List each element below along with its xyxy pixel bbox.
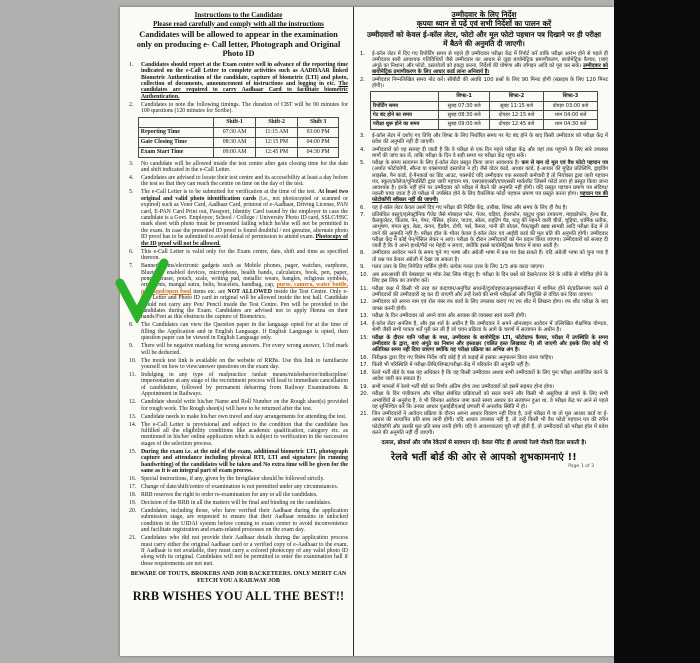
item-text-plain: Candidates to note the following timings. The duration of CBT will be 90 minutes for 100 questions (120 minutes for Scribe). xyxy=(141,101,348,115)
item-text-bold: Candidates should report at the Exam centre well in advance of the reporting time indicated on the e-Call Letter to complete activities such as AADHAAR linked Biometric Authentication of the candidate, capture of biometric (LTI) and photo, collection of documents, announcement of instructions and logging in etc. xyxy=(141,61,348,87)
item-text xyxy=(372,362,608,368)
item-text xyxy=(372,355,608,361)
item-number: 4. xyxy=(129,175,134,182)
instruction-item xyxy=(129,476,348,482)
item-text-plain: ई-कॉल लेटर में दर्शाए गए तिथि और शिफ्ट के लिए निर्धारित समय पर गेट बंद होने के बाद किसी उम्मीदवार को परीक्षा केंद्र में प्रवेश की अनुमति नहीं दी जाएगी। xyxy=(372,132,608,145)
item-text-plain: प्रतिबंधित वस्तुएं/इलेक्ट्रॉनिक गैजेट जैसे मोबाइल फोन, पेजर, घड़ियां, ईयरफोन, ब्लूटूथ युक्त उपकरण, माइक्रोफोन, हेल्थ बैंड, कैलकुलेटर, किताब, पेन, पेपर, पेंसिल, इरेजर, पाउच, स्केल, राइटिंग पैड, धातु की पहनने वाली चीजें, चूड़ियां, धार्मिक प्रतीक, आभूषण, मंगल सूत्र, बेल्ट, कंगन, हैंडबैग, टोपी, पर्स, कैमरा, पानी की बोतल, पैक/खुली खाद्य सामग्री आदि परीक्षा केंद्र में ले जाने की अनुमति नहीं है। परीक्षा हॉल के भीतर केवल ई-कॉल लेटर एवं आईडी कार्ड की मूल प्रति की अनुमति होगी। उम्मीदवार परीक्षा केंद्र में कोई पेन/पेंसिल लेकर न आएं। परीक्षा के दौरान उम्मीदवारों को पेन प्रदान किया जाएगा। उम्मीदवारों को सलाह दी जाती है कि वे अपने हाथों/पैरों पर मेहंदी न लगाएं, क्योंकि इससे बायोमेट्रिक्स कैप्चर में बाधा आती है। xyxy=(372,212,608,249)
item-number: 20. xyxy=(360,391,369,398)
english-column xyxy=(120,7,353,656)
en-footer-wish: RRB WISHES YOU ALL THE BEST!! xyxy=(132,589,345,604)
item-number: 8. xyxy=(129,322,134,329)
item-text xyxy=(141,343,348,356)
item-text-emphasis: उम्मीदवार को बायोमेट्रिक प्रमाणीकरण के लिए आधार कार्ड लाना अनिवार्य है। xyxy=(372,63,609,76)
item-text-plain: गलत उत्तर के लिए निगेटिव मार्किंग होगी। प्रत्येक गलत उत्तर के लिए 1/3 अंक काटा जाएगा। xyxy=(372,264,545,271)
table-cell: दोपहर 12:45 बजे xyxy=(489,120,543,129)
item-text xyxy=(141,189,348,247)
shift-timings-table-hi xyxy=(370,91,598,130)
item-number: 1. xyxy=(360,51,365,57)
table-header-cell: Shift-2 xyxy=(256,117,298,127)
green-checkmark-icon xyxy=(113,257,169,323)
item-text-plain: RRB reserves the right to order re-examination for any or all the candidates. xyxy=(141,492,318,499)
item-number: 19. xyxy=(360,383,369,390)
item-text-plain: यह ई-कॉल लेटर केवल उसमें दिए गए परीक्षा की निर्दिष्ट केंद्र, तारीख, शिफ्ट और समय के लिए ही वैध है। xyxy=(372,204,568,211)
item-number: 12. xyxy=(129,399,137,406)
table-row-label: परीक्षा शुरू होने का समय xyxy=(370,120,438,129)
item-text-plain3: items etc. are xyxy=(191,288,228,295)
instruction-item xyxy=(360,335,608,353)
item-text-plain: Indulging in any type of malpractice /unfair means/misbehavior/indiscipline/ impersonation at any stage of the recruitment process will lead to immediate cancellation of candidature, followed by permanent debarring from Railway Examinations & Appointment in Railways. xyxy=(141,371,348,398)
item-number: 15. xyxy=(360,334,369,341)
instruction-item xyxy=(360,391,608,409)
item-number: 20. xyxy=(129,508,137,515)
item-text xyxy=(141,414,348,420)
item-number: 21. xyxy=(129,535,137,542)
item-text xyxy=(372,391,608,409)
table-row xyxy=(138,137,338,147)
item-text-plain: परीक्षा कक्ष में किसी भी तरह का कदाचार/अनुचित साधनों/दुर्व्यवहार/अनुशासनहीनता में शामिल होने से/प्रतिरूपण करने से उम्मीदवारों की उम्मीदवारी रद्द कर दी जाएगी और उन्हें रेलवे की सभी परीक्षाओं और नियुक्ति से वंचित कर दिया जाएगा। xyxy=(372,285,608,298)
item-text-bold: At least two original and valid photo identification cards xyxy=(141,189,348,202)
item-number: 3. xyxy=(360,132,365,139)
instruction-item xyxy=(360,321,608,333)
page-number-label: Page 1 of 3 xyxy=(568,463,594,469)
table-cell: शाम 04:00 बजे xyxy=(544,110,598,119)
item-text xyxy=(372,147,608,159)
table-header-cell xyxy=(370,92,438,101)
instruction-item xyxy=(129,343,348,356)
item-text-plain: The Candidates can view the Question paper in the language opted for at the time of filling the Application and in English Language. If English Language is opted, then question paper can be viewed in English Language only. xyxy=(141,322,348,342)
instruction-item xyxy=(360,384,608,390)
table-row xyxy=(370,101,597,110)
item-text xyxy=(372,133,608,145)
instruction-item xyxy=(360,250,608,262)
table-header-cell: शिफ्ट-3 xyxy=(544,92,598,101)
instruction-item xyxy=(129,322,348,341)
item-text-bold2: परीक्षा के दौरान यानि परीक्षा के मध्य, उम्मीदवार के बायोमेट्रिक LTI, फोटोग्राफ कैप्चर, परीक्षा में उपस्थिति के समय उम्मीदवार के द्वारा, बाएं अंगूठे का निशान और हस्ताक्षर (चलित हस्त लिखावट में) ली जाएगी और इसके लिए कोई भी अतिरिक्त समय नहीं दिया जाएगा क्योंकि यह परीक्षा प्रक्रिया का अभिन्न अंग है। xyxy=(372,334,608,353)
item-text-plain: परीक्षा के दिन उम्मीदवार को अपने यात्रा और आवास की व्यवस्था स्वयं करनी होगी। xyxy=(372,313,527,320)
item-number: 2. xyxy=(360,76,365,83)
item-text-plain: There will be negative marking for wrong answers. For every wrong answer, 1/3rd mark will be deducted. xyxy=(141,343,348,356)
item-text xyxy=(141,102,348,115)
item-text xyxy=(372,321,608,333)
item-text-plain: किसी भी परिस्थिति में परीक्षा-तिथि/शिफ्ट/परीक्षा-केंद्र में परिवर्तन की अनुमति नहीं है। xyxy=(372,362,530,369)
item-text-plain: Change of date/shift/centre of examination is not permitted under any circumstances. xyxy=(141,484,339,491)
item-text-bold: कम से कम दो मूल एवं वैध फोटो पहचान पत्र xyxy=(521,160,608,167)
table-row xyxy=(370,120,597,129)
item-number: 17. xyxy=(360,362,369,369)
en-footer-warning: BEWARE OF TOUTS, BROKERS AND JOB RACKETEERS. ONLY MERIT CAN FETCH YOU A RAILWAY JOB xyxy=(130,571,347,585)
instruction-item xyxy=(360,77,608,89)
instruction-item xyxy=(360,362,608,368)
item-text xyxy=(141,322,348,341)
item-number: 6. xyxy=(129,248,134,255)
instruction-item xyxy=(129,358,348,371)
item-number: 10. xyxy=(360,271,369,278)
item-text-plain: उम्मीदवार आवेदन भरने के समय चुने गए भाषा और अंग्रेजी भाषा में प्रश्न पत्र देख सकते हैं। यदि अंग्रेजी भाषा को चुना गया है तो प्रश्न पत्र केवल अंग्रेजी में देखा जा सकता है। xyxy=(372,250,608,263)
item-text xyxy=(141,508,348,534)
item-text-emphasis: Photocopy of the ID proof will not be allowed. xyxy=(141,234,348,247)
item-text-plain2: (अर्थात फोटोकॉपी, स्कैन्ड या एक्सपायर्ड दस्तावेज न हों) जैसे वोटर कार्ड, आधार कार्ड, ई-आधार की मुद्रित प्रतिलिपि, ड्राइविंग लाइसेंस, पैन कार्ड, ई-पैनकार्ड का प्रिंट आउट, पासपोर्ट यदि उम्मीदवार एक सरकारी कर्मचारी है तो नियोक्ता द्वारा जारी पहचान पत्र, स्कूल/कॉलेज/यूनिवर्सिटी द्वारा जारी पहचान पत्र, एसएसएलसी/एचएससी मार्कशीट जिसमें फोटो लगा हो प्रस्तुत किया जाना आवश्यक है। इनके नहीं होने पर उम्मीदवार को परीक्षा में बैठने की अनुमति नहीं होगी। यदि प्रस्तुत पहचान प्रमाण पत्र संदिग्ध/नकली पाया जाता है तो परीक्षा में उपस्थित होने के लिए वैकल्पिक फोटो पहचान प्रमाण पत्र प्रस्तुत करना होगा। xyxy=(372,166,608,197)
document-page xyxy=(120,7,614,656)
table-cell: 12:15 PM xyxy=(256,137,298,147)
table-cell: सुबह 11:15 बजे xyxy=(489,101,543,110)
item-text-plain: ई-कॉल लेटर में दिए गए रिपोर्टिंग समय से पहले ही उम्मीदवार परीक्षा केंद्र में रिपोर्ट करें ताकि परीक्षा आरंभ होने से पहले ही उम्मीदवार सारी आवश्यक गतिविधियों जैसे उम्मीदवार का आधार से जुड़ा बायोमेट्रिक प्रमाणीकरण, बायोमेट्रिक कैप्चर, (बाएं अंगूठे का निशान) और फोटो, दस्तावेजों को इकट्ठा करना, निर्देशों की घोषणा और लॉगइन आदि को पूरा कर सकें। xyxy=(372,51,608,70)
table-row-label: रिपोर्टिंग समय xyxy=(370,101,438,110)
item-text-plain: No candidate will be allowed inside the test centre after gate closing time for the date and shift indicated in the e-Call Letter. xyxy=(141,160,348,174)
item-text-plain: This e-Call Letter is valid only for the Exam centre, date, shift and time as specified thereon. xyxy=(141,248,348,262)
item-text-plain: Decision of the RRB in all the matters will be final and binding on the candidates. xyxy=(141,500,332,507)
item-number: 12. xyxy=(360,299,369,306)
instruction-item xyxy=(129,175,348,188)
table-header-row xyxy=(138,117,338,127)
item-number: 13. xyxy=(129,413,137,420)
item-number: 7. xyxy=(360,212,365,219)
item-text-plain: जिन उम्मीदवारों ने आवेदन प्रक्रिया के दौरान अपना आधार विवरण नहीं दिया है, उन्हें परीक्षा में या तो मूल आधार कार्ड या ई-आधार की सत्यापित प्रति साथ लानी होगी। यदि आधार उपलब्ध नहीं है, तो उन्हें किसी भी वैध फोटो पहचान पत्र की रंगीन फोटोकॉपी और उसकी मूल प्रति साथ लानी होगी। यदि ये आवश्यकताएं पूरी नहीं होती हैं, तो उम्मीदवारों को परीक्षा हॉल में प्रवेश करने की अनुमति नहीं दी जाएगी। xyxy=(372,411,608,436)
instruction-item xyxy=(129,102,348,115)
table-row xyxy=(138,147,338,157)
item-number: 2. xyxy=(129,101,134,108)
table-row-label: Exam Start Time xyxy=(138,147,213,157)
instruction-item xyxy=(360,299,608,311)
item-text-emphasis: The candidates are required to carry Aadhaar Card to facilitate biometric Authentication. xyxy=(141,81,348,100)
item-text xyxy=(141,422,348,448)
item-text-bold2: During the exam i.e. at the mid of the exam, additional biometric LTI, photograph capture and attendance including physical RTI, LTI and signature (in running handwriting) of the candidates will be taken and No extra time will be given for the same as it is an integral part of exam process. xyxy=(141,448,348,475)
item-number: 18. xyxy=(360,369,369,376)
item-text xyxy=(372,370,608,382)
table-cell: 11:15 AM xyxy=(256,127,298,137)
item-text xyxy=(372,264,608,270)
item-text-plain: ई-कॉल लेटर अनंतिम है, और इस शर्त के अधीन है कि उम्मीदवार ने अपने ऑनलाइन आवेदन में उल्लिखित शैक्षणिक योग्यता, श्रेणी जैसी सभी पात्रता शर्तें पूरी कर ली हैं जो चयन प्रक्रिया के आगे के चरणों में सत्यापन के अधीन है। xyxy=(372,320,608,334)
item-text xyxy=(372,77,608,89)
instruction-item xyxy=(360,212,608,249)
item-text xyxy=(372,335,608,353)
item-text-plain: Candidate should write his/her Name and Roll Number on the Rough sheet(s) provided for rough work. The Rough sheet(s) will have to be returned after the test. xyxy=(141,399,348,412)
item-text xyxy=(141,175,348,188)
item-text-plain4: inside the Test Centre. Only e-Call Letter and Photo ID card in original will be allowed inside the test hall. Candidate should not carry any Pen/ Pencil inside the Test Centre. Pen will be provided to the candidates during the Exam. Candidates are advised not to apply Henna on their hands/Feet as this obstructs the capture of Biometrics. xyxy=(141,288,348,321)
hi-title-line2: कृपया ध्यान से पढ़ें एवं सभी निर्देशों का पालन करें xyxy=(416,18,552,28)
item-text-highlighted: purse, camera, water bottle, packaged/open food xyxy=(141,282,348,295)
instruction-item xyxy=(129,62,348,100)
table-header-cell: शिफ्ट-1 xyxy=(439,92,490,101)
item-text-plain: Candidates who did not provide their Aadhaar details during the application process must carry either the original Aadhaar card or a verified copy of e-Aadhaar to the exam. If Aadhaar is not available, they must carry a colored photocopy of any valid photo ID along with its original. Candidates will not be permitted to enter the examination hall if these requirements are not met. xyxy=(141,535,348,567)
item-number: 6. xyxy=(360,204,365,211)
item-text xyxy=(372,411,608,435)
instruction-item xyxy=(360,355,608,361)
table-cell: 07:30 AM xyxy=(213,127,255,137)
en-title-line3: Candidates will be allowed to appear in the examination only on producing e- Call letter, Photograph and Original Photo ID xyxy=(136,30,341,59)
table-header-cell xyxy=(138,117,213,127)
item-text-plain: परीक्षा के दिन पंजीकरण और परीक्षा संबंधित प्रक्रियाओं को सरल बनाने और किसी भी असुविधा से बचने के लिए सभी अभ्यर्थियों से अनुरोध है, वे भी जिनका आवेदन जमा करते समय आधार का सत्यापन हुआ था, वे परीक्षा केंद्र पर आने से पहले यह सुनिश्चित करें कि उनका आधार यूआईडीएआई प्रणाली में अनलॉक स्थिति में हो। xyxy=(372,391,608,410)
item-number: 16. xyxy=(360,354,369,361)
table-cell: 04:00 PM xyxy=(297,137,338,147)
table-cell: 12:45 PM xyxy=(256,147,298,157)
right-black-border xyxy=(614,0,700,663)
hi-items-top xyxy=(360,51,608,89)
hindi-column xyxy=(353,7,614,656)
item-text-plain2: (i.e., not photocopied or scanned or expired) such as Voter Card, Aadhaar Card, printout of e-Aadhaar, Driving License, PAN card, E-PAN Card Print out, Passport, Identity Card issued by the employer in case the candidate is a Govt. Employee, School / College / University Photo ID card, SSLC/HSC mark sheet with photo must be presented failing which he/she will not be permitted in the exam. In case the presented ID proof is found doubtful / not genuine, alternate photo ID proof has to be submitted to avoid denial of permission to attend exam. xyxy=(141,195,348,241)
item-text xyxy=(141,161,348,174)
item-text-emphasis: पहचान पत्र की फोटोकॉपी स्वीकार नहीं की जाएगी। xyxy=(372,190,609,203)
instruction-item xyxy=(129,500,348,506)
item-text-plain: The e-Call Letter is provisional and subject to the condition that the candidate has fulfilled all the eligibility conditions like academic qualification, category etc. as mentioned in his/her online application which is subject to verification in the successive stages of the selection process. xyxy=(141,421,348,447)
item-text xyxy=(372,313,608,319)
hi-items-main xyxy=(360,133,608,436)
instruction-item xyxy=(360,313,608,319)
table-header-cell: शिफ्ट-2 xyxy=(489,92,543,101)
table-cell: शाम 04:30 बजे xyxy=(544,120,598,129)
item-text-plain: Banned items/electronic gadgets such as Mobile phones, pager, watches, earphone, Bluetooth enabled devices, microphone, health bands, calculators, book, pen, paper, pencil, eraser, pouch, scale, writing pad, metallic wears, bangles, religious symbols, ornaments, mangal sutra, belts, bracelets, handbag, cap, xyxy=(141,263,348,289)
item-text-plain: अब आरआरबी की वेबसाइट पर मॉक टेस्ट लिंक मौजूद है। परीक्षा के दिन प्रश्नों को देखने/उत्तर देने के तरीके से परिचित होने के लिए इस लिंक का उपयोग करें। xyxy=(372,271,608,284)
item-text-plain: Candidates, including those, who have verified their Aadhaar during the application submission stage, are requested to ensure that their Aadhaar remains in unlocked condition in the UIDAI system before coming to exam center to avoid inconvenience and facilitate registration and exam-related processes on the exam day. xyxy=(141,508,348,534)
table-cell: 08:30 AM xyxy=(213,137,255,147)
table-cell: 09:00 AM xyxy=(213,147,255,157)
instruction-item xyxy=(129,189,348,247)
item-text-plain: उम्मीदवार को अपना नाम एवं रोल नंबर रफ कार्य के लिए उपलब्ध कराए गए रफ शीट में लिखना होगा। रफ शीट परीक्षा के बाद वापस करनी होगी। xyxy=(372,299,608,312)
item-text-plain: रेलवे भर्ती बोर्ड के पास यह अधिकार है कि वह किसी उम्मीदवार अथवा सभी उम्मीदवारों के लिए पुनः परीक्षा आयोजित करने के आदेश जारी कर सकता है। xyxy=(372,369,608,383)
en-items-main xyxy=(129,161,348,568)
item-text xyxy=(141,476,348,482)
instruction-item xyxy=(360,147,608,159)
instruction-item xyxy=(129,372,348,398)
item-number: 14. xyxy=(360,320,369,327)
item-text-bold2: NOT ALLOWED xyxy=(227,288,272,295)
instruction-item xyxy=(360,411,608,435)
hi-footer-wish: रेलवे भर्ती बोर्ड की ओर से आपको शुभकामनाएं !! xyxy=(391,451,577,463)
table-header-cell: Shift 3 xyxy=(297,117,338,127)
instruction-item xyxy=(129,508,348,534)
instruction-item xyxy=(360,272,608,284)
item-number: 5. xyxy=(129,189,134,196)
instruction-item xyxy=(360,264,608,270)
table-row-label: गेट बंद होने का समय xyxy=(370,110,438,119)
instruction-item xyxy=(129,422,348,448)
en-title-line1: Instructions to the Candidate xyxy=(194,11,283,19)
instruction-item xyxy=(129,492,348,498)
item-number: 11. xyxy=(360,285,369,292)
item-text xyxy=(372,286,608,298)
item-text xyxy=(141,484,348,490)
item-text xyxy=(141,62,348,100)
table-row xyxy=(138,127,338,137)
item-number: 16. xyxy=(129,476,137,483)
item-text xyxy=(141,535,348,567)
item-number: 11. xyxy=(129,371,137,378)
item-text xyxy=(372,272,608,284)
item-number: 9. xyxy=(360,264,365,271)
table-row xyxy=(370,110,597,119)
en-title-line2: Please read carefully and comply with all the instructions xyxy=(153,19,324,28)
item-number: 21. xyxy=(360,411,369,418)
item-number: 15. xyxy=(129,448,137,455)
item-text xyxy=(141,249,348,262)
item-number: 10. xyxy=(129,357,137,364)
shift-timings-table-en xyxy=(138,117,339,158)
item-number: 14. xyxy=(129,421,137,428)
table-cell: 04:30 PM xyxy=(297,147,338,157)
item-text xyxy=(372,51,608,75)
table-cell: सुबह 07:30 बजे xyxy=(439,101,490,110)
item-number: 13. xyxy=(360,313,369,320)
item-text xyxy=(372,250,608,262)
table-cell: दोपहर 03:00 बजे xyxy=(544,101,598,110)
instruction-item xyxy=(129,399,348,412)
item-text xyxy=(141,358,348,371)
instruction-item xyxy=(360,286,608,298)
item-number: 1. xyxy=(129,61,134,68)
item-text-plain: Special instructions, if any, given by the Invigilator should be followed strictly. xyxy=(141,476,325,483)
item-text-plain: सभी मामलों में रेलवे भर्ती बोर्ड का निर्णय अंतिम होगा तथा उम्मीदवारों को इसमें सहमत होना होगा। xyxy=(372,383,555,390)
item-text xyxy=(372,212,608,249)
item-text-plain: Candidates are advised to locate their test centre and its accessibility at least a day before the test so that they can reach the centre on time on the day of the test. xyxy=(141,175,348,188)
item-text-plain: The mock test link is available on the website of RRBs. Use this link to familiarize yourself on how to view/answer questions on the exam day. xyxy=(141,357,348,370)
item-number: 3. xyxy=(129,160,134,167)
item-number: 19. xyxy=(129,500,137,507)
item-number: 7. xyxy=(129,263,134,270)
item-text xyxy=(141,399,348,412)
item-text xyxy=(372,160,608,203)
instruction-item xyxy=(360,370,608,382)
item-text-plain: उम्मीदवारों को यह सलाह दी जाती है कि वे परीक्षा से एक दिन पहले परीक्षा केंद्र और वहां तक पहुंचने के लिए सारे उपलब्ध मार्गों की जांच कर लें, ताकि परीक्षा के दिन वे सही समय पर परीक्षा केंद्र पहुंच सकें। xyxy=(372,146,608,159)
item-text-plain: निरीक्षक द्वारा दिए गए विशेष निर्देश यदि कोई है तो कड़ाई से इसका अनुपालन किया जाना चाहिए। xyxy=(372,354,554,361)
item-text-plain: The e-Call Letter is to be submitted for verification at the time of the test. xyxy=(141,189,319,196)
instruction-item xyxy=(360,160,608,203)
item-text-plain: परीक्षा के समय सत्यापन के लिए ई-कॉल लेटर प्रस्तुत किया जाना आवश्यक है। xyxy=(372,160,522,167)
instruction-item xyxy=(129,535,348,567)
item-number: 8. xyxy=(360,250,365,257)
table-cell: सुबह 08:30 बजे xyxy=(439,110,490,119)
instruction-item xyxy=(360,51,608,75)
item-text xyxy=(141,372,348,398)
item-text xyxy=(372,384,608,390)
table-header-row xyxy=(370,92,597,101)
instruction-item xyxy=(360,205,608,211)
instruction-item xyxy=(129,484,348,490)
instruction-item xyxy=(360,133,608,145)
item-text-plain: Candidate needs to make his/her own travel and stay arrangements for attending the test. xyxy=(141,413,347,420)
item-text xyxy=(372,205,608,211)
hi-title-line1: उम्मीदवार के लिए निर्देश xyxy=(451,10,517,19)
item-text-plain: उम्मीदवार निम्नलिखित समय नोट करें। सीबीटी की अवधि 100 प्रश्नों के लिए 90 मिनट होगी (स्क्राइब के लिए 120 मिनट होगी)। xyxy=(372,76,608,90)
instruction-item xyxy=(129,161,348,174)
instruction-item xyxy=(129,449,348,475)
en-items-top xyxy=(129,62,348,115)
instruction-item xyxy=(129,414,348,420)
item-number: 9. xyxy=(129,343,134,350)
table-row-label: Gate Closing Time xyxy=(138,137,213,147)
table-cell: 03:00 PM xyxy=(297,127,338,137)
table-row-label: Reporting Time xyxy=(138,127,213,137)
item-text xyxy=(141,492,348,498)
table-cell: दोपहर 12:15 बजे xyxy=(489,110,543,119)
table-cell: सुबह 09:00 बजे xyxy=(439,120,490,129)
item-text xyxy=(141,449,348,475)
hi-footer-warning: दलाल, ब्रोकर्स और जॉब रेकेटर्स से सावधान रहें। केवल मेरिट ही आपको रेलवे नौकरी दिला सकती है। xyxy=(381,439,587,446)
item-number: 4. xyxy=(360,146,365,153)
item-text xyxy=(141,263,348,321)
hi-title-line3: उम्मीदवारों को केवल ई-कॉल लेटर, फोटो और मूल फोटो पहचान पत्र दिखाने पर ही परीक्षा में बैठने की अनुमति दी जाएगी। xyxy=(366,30,602,48)
item-number: 5. xyxy=(360,160,365,167)
item-number: 17. xyxy=(129,484,137,491)
item-number: 18. xyxy=(129,492,137,499)
table-header-cell: Shift-1 xyxy=(213,117,255,127)
item-text xyxy=(141,500,348,506)
item-text xyxy=(372,299,608,311)
